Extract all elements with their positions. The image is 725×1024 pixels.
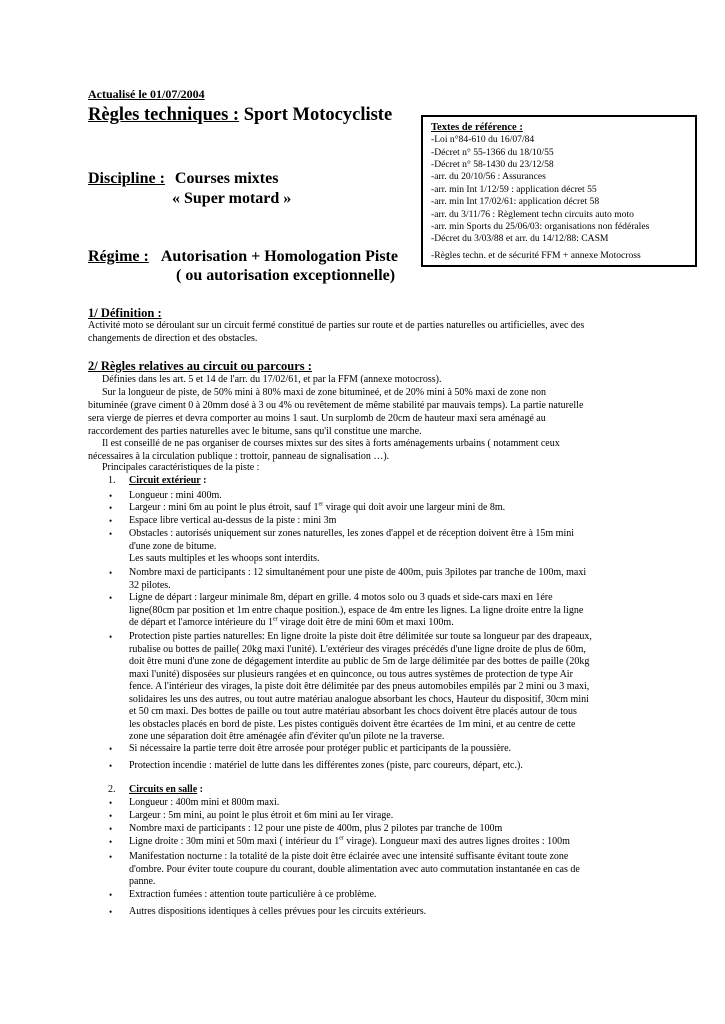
list-item-text: et 50 cm maxi. Des bottes de paille ou tout autre matériau absorbant les chocs doivent être placés autour de tous — [129, 706, 577, 717]
intro-line: Il est conseillé de ne pas organiser de courses mixtes sur des sites à forts aménagements urbains ( notamment ceux — [102, 438, 560, 449]
section-2-heading: 2/ Règles relatives au circuit ou parcours : — [88, 359, 312, 373]
discipline-value-2: « Super motard » — [172, 190, 292, 207]
section-1-heading: 1/ Définition : — [88, 306, 162, 320]
update-date: Actualisé le 01/07/2004 — [88, 87, 205, 101]
subsection-title — [129, 475, 206, 488]
intro-line: Sur la longueur de piste, de 50% mini à 80% maxi de zone bitumineé, et de 20% mini à 50% maxi de zone non — [102, 387, 547, 398]
subsection-title-text: Circuits en salle — [129, 784, 198, 795]
intro-line: raccordement des parties naturelles avec le bitume, sans qu'il constitue une marche. — [88, 426, 422, 437]
bullet-icon: • — [109, 568, 113, 578]
list-item — [129, 851, 580, 889]
intro-line: sera vierge de pierres et devra comporter au moins 1 saut. Un surplomb de 20cm de hauteur maxi sera aménagé au — [88, 413, 546, 424]
list-item — [129, 823, 502, 836]
reference-item: -arr. du 3/11/76 : Règlement techn circuits auto moto — [431, 209, 634, 220]
reference-item: -Règles techn. et de sécurité FFM + annexe Motocross — [431, 250, 641, 261]
list-item-text: panne. — [129, 876, 156, 887]
section-1-line: Activité moto se déroulant sur un circuit fermé constitué de parties sur route et de parties naturelles ou artificielles, avec des — [88, 320, 585, 331]
list-item — [129, 797, 279, 810]
bullet-icon: • — [109, 491, 113, 501]
list-item-text: Obstacles : autorisés uniquement sur zones naturelles, les zones d'appel et de réception doivent être à 15m mini — [129, 528, 574, 539]
list-item — [129, 592, 583, 630]
list-item — [129, 502, 505, 515]
title-label: Règles techniques : — [88, 105, 240, 125]
list-item-text: virage). Longueur maxi des autres lignes droites : 100m — [343, 836, 570, 847]
list-item-text: d'une zone de bitume. — [129, 540, 217, 552]
regime-value-1: Autorisation + Homologation Piste — [160, 248, 398, 265]
reference-item: -Décret du 3/03/88 et arr. du 14/12/88: CASM — [431, 233, 609, 244]
title-value: Sport Motocycliste — [243, 105, 393, 125]
reference-item: -Décret n° 58-1430 du 23/12/58 — [431, 159, 554, 170]
list-item — [129, 631, 592, 744]
bullet-icon: • — [109, 516, 113, 526]
reference-item: -arr. du 20/10/56 : Assurances — [431, 171, 546, 182]
subsection-title-suffix: : — [200, 475, 207, 486]
list-item-text: Longueur : mini 400m. — [129, 490, 222, 501]
list-item-text: Manifestation nocturne : la totalité de la piste doit être éclairée avec une intensité suffisante évitant toute zone — [129, 851, 569, 862]
list-item-text: Extraction fumées : attention toute particulière à ce problème. — [129, 889, 377, 900]
superscript: er — [318, 501, 324, 508]
list-item-text: 32 pilotes. — [129, 579, 171, 591]
bullet-icon: • — [109, 811, 113, 821]
list-item-text: rubalise ou bottes de paille( 20kg maxi l'unité). L'extérieur des virages précédés d'une ligne droite de plus de 60m, — [129, 643, 586, 655]
intro-line: bituminée (grave ciment 0 à 20mm dosé à 3 ou 4% ou revêtement de même stabilité par mauvais temps). La partie naturelle — [88, 400, 584, 411]
list-item — [129, 760, 523, 773]
list-number: 2. — [108, 784, 116, 795]
section-1-line: changements de direction et des obstacles. — [88, 332, 258, 344]
regime-value-2: ( ou autorisation exceptionnelle) — [176, 267, 396, 284]
list-item — [129, 810, 393, 823]
list-item — [129, 889, 376, 902]
list-item-text: Protection incendie : matériel de lutte dans les différentes zones (piste, parc coureurs, départ, etc.). — [129, 760, 523, 771]
bullet-icon: • — [109, 837, 113, 847]
list-item — [129, 528, 574, 566]
list-item-text: Ligne de départ : largeur minimale 8m, départ en grille. 4 motos solo ou 3 quads et side-cars maxi en 1ére — [129, 592, 553, 603]
list-item-text: virage qui doit avoir une largeur mini de 8m. — [323, 502, 506, 513]
regime-label: Régime : — [88, 248, 149, 265]
bullet-icon: • — [109, 890, 113, 900]
intro-line: Principales caractéristiques de la piste : — [102, 462, 260, 473]
section-1-text — [88, 320, 584, 345]
bullet-icon: • — [109, 632, 113, 642]
bullet-icon: • — [109, 798, 113, 808]
list-item-text: Longueur : 400m mini et 800m maxi. — [129, 797, 280, 808]
bullet-icon: • — [109, 907, 113, 917]
list-item-text: solidaires les uns des autres, ou tout autre matériau analogue absorbant les chocs, Hauteur du dispositif, 30cm mini — [129, 693, 589, 705]
list-item-text: Nombre maxi de participants : 12 pour une piste de 400m, plus 2 pilotes par tranche de 100m — [129, 823, 503, 834]
subsection-title-text: Circuit extérieur — [129, 475, 201, 486]
list-number: 1. — [108, 475, 116, 486]
list-item-text: Autres dispositions identiques à celles prévues pour les circuits extérieurs. — [129, 906, 427, 917]
intro-line: nécessaires à la circulation publique : trottoir, panneau de signalisation …). — [88, 451, 390, 462]
superscript: er — [339, 835, 344, 842]
list-item-text: Largeur : 5m mini, au point le plus étroit et 6m mini au Ier virage. — [129, 810, 394, 821]
bullet-icon: • — [109, 744, 113, 754]
page-title — [88, 104, 392, 126]
list-item — [129, 906, 426, 919]
subsection-title-suffix: : — [197, 784, 203, 795]
list-item-text: Si nécessaire la partie terre doit être arrosée pour protéger public et participants de la poussière. — [129, 743, 512, 754]
bullet-icon: • — [109, 503, 113, 513]
list-item — [129, 743, 511, 756]
reference-item: -Loi n°84-610 du 16/07/84 — [431, 134, 535, 145]
discipline-label: Discipline : — [88, 170, 165, 187]
reference-item: -arr. min Int 1/12/59 : application décret 55 — [431, 184, 597, 195]
discipline-line — [88, 169, 278, 189]
list-item-text: Ligne droite : 30m mini et 50m maxi ( intérieur du 1 — [129, 836, 340, 847]
superscript: er — [272, 616, 278, 623]
reference-item: -arr. min Int 17/02/61: application décret 58 — [431, 196, 600, 207]
bullet-icon: • — [109, 593, 113, 603]
list-item-text: Les sauts multiples et les whoops sont interdits. — [129, 553, 320, 564]
list-item-text: doit être muni d'une zone de dégagement interdite au public de 5m de large délimitée par des bottes de paille (20kg — [129, 656, 590, 667]
list-item-text: les obstacles placés en bord de piste. Les pistes contiguës doivent être écartées de 1m mini, et au centre de cette — [129, 718, 576, 730]
list-item-text: Espace libre vertical au-dessus de la piste : mini 3m — [129, 515, 337, 526]
list-item-text: maxi l'unité) disposées sur plusieurs rangées et en quinconce, ou tous autres systèmes de protection de type Air — [129, 668, 573, 680]
bullet-icon: • — [109, 852, 113, 862]
reference-item: -Décret n° 55-1366 du 18/10/55 — [431, 147, 554, 158]
subsection-title — [129, 784, 203, 797]
list-item-text: d'ombre. Pour éviter toute coupure du courant, double alimentation avec auto commutation instantanée en cas de — [129, 863, 580, 875]
discipline-value-1: Courses mixtes — [174, 170, 279, 187]
bullet-icon: • — [109, 761, 113, 771]
list-item — [129, 567, 586, 592]
list-item-text: Largeur : mini 6m au point le plus étroit, sauf 1 — [129, 502, 319, 513]
intro-line: Définies dans les art. 5 et 14 de l'arr. du 17/02/61, et par la FFM (annexe motocross). — [102, 374, 442, 385]
list-item-text: de départ et l'amorce intérieure du 1 — [129, 617, 273, 628]
list-item-text: zone une séparation doit être aménagée afin d'éviter qu'un pilote ne la traverse. — [129, 731, 445, 742]
list-item — [129, 515, 336, 528]
list-item-text: Nombre maxi de participants : 12 simultanément pour une piste de 400m, puis 3pilotes par tranche de 100m, maxi — [129, 567, 587, 578]
list-item-text: ligne(80cm par position et 1m entre chaque position.), espace de 4m entre les lignes. La ligne droite entre la ligne — [129, 604, 584, 616]
list-item-text: virage doit être de mini 60m et maxi 100m. — [277, 617, 454, 628]
reference-title: Textes de référence : — [431, 122, 523, 133]
regime-line — [88, 247, 398, 267]
list-item-text: Protection piste parties naturelles: En ligne droite la piste doit être délimitée sur toute sa longueur par des drapeaux, — [129, 631, 592, 642]
list-item — [129, 836, 570, 849]
list-item — [129, 490, 222, 503]
bullet-icon: • — [109, 529, 113, 539]
bullet-icon: • — [109, 824, 113, 834]
list-item-text: fence. A l'intérieur des virages, la piste doit être délimitée par des pneus automobiles empilés par 2 mini ou 3 maxi, — [129, 681, 590, 692]
reference-item: -arr. min Sports du 25/06/03: organisations non fédérales — [431, 221, 650, 232]
